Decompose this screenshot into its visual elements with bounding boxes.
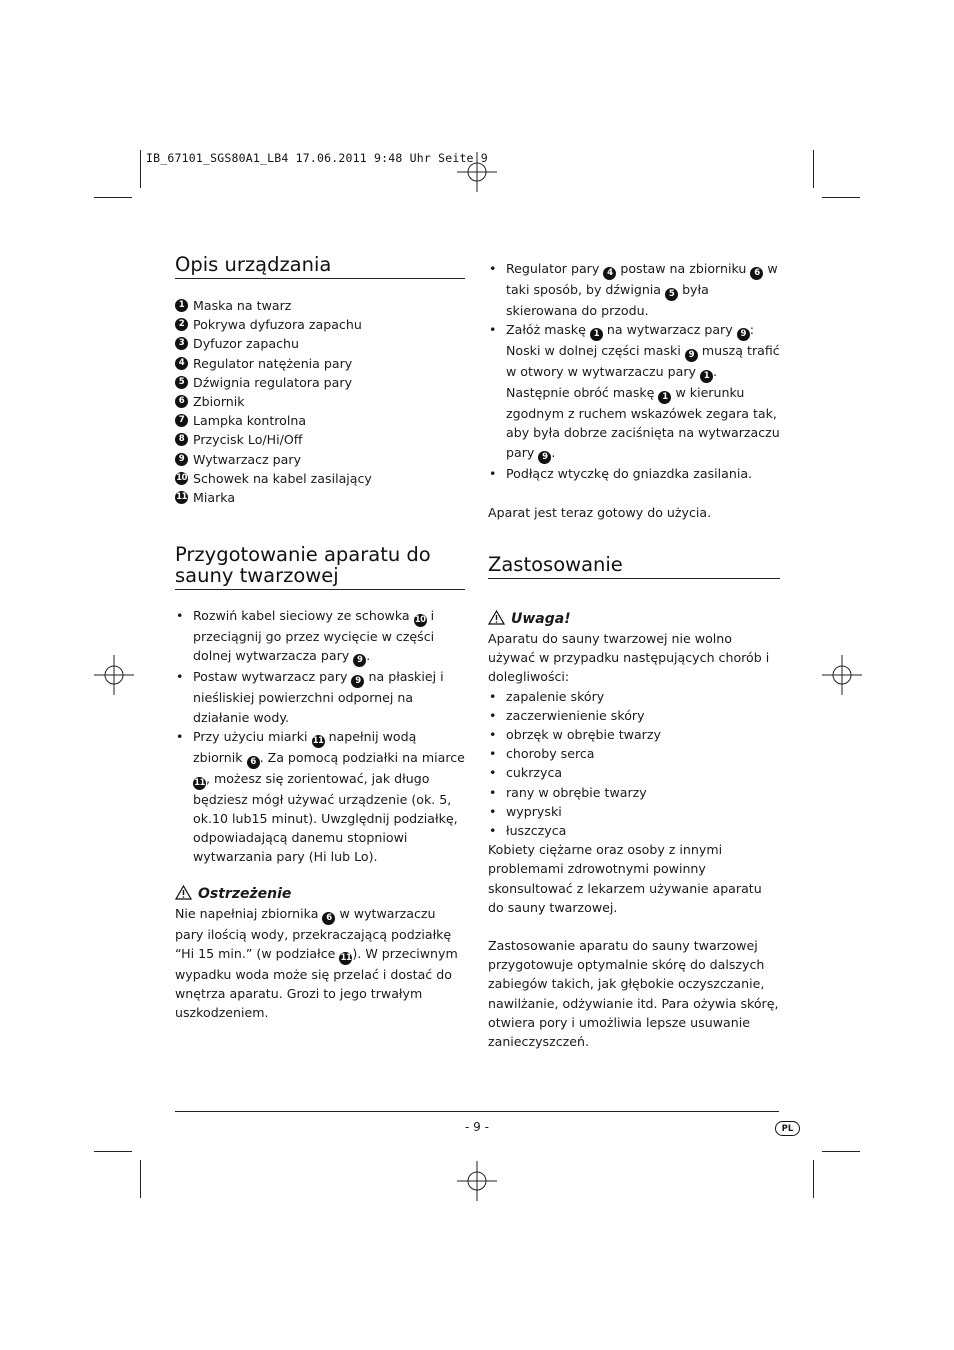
number-badge: 1 bbox=[658, 391, 671, 404]
warning-text: Nie napełniaj zbiornika 6 w wytwarzaczu pary ilością wody, przekraczającą podziałkę “Hi 15 min.” (w podziałce 11). W przeciwnym wypadku woda może się przelać i dostać do wnętrza aparatu. Grozi to jego trwałym uszkodzeniem. bbox=[175, 905, 458, 1021]
crop-mark bbox=[94, 197, 132, 198]
number-badge: 11 bbox=[194, 777, 205, 788]
caution-heading: Uwaga! bbox=[488, 609, 780, 629]
registration-mark bbox=[94, 655, 134, 695]
left-column bbox=[175, 254, 465, 1022]
parts-list bbox=[175, 296, 465, 507]
preparation-steps-continued bbox=[488, 259, 780, 483]
crop-mark bbox=[813, 150, 814, 188]
number-badge: 5 bbox=[175, 376, 188, 389]
number-badge: 7 bbox=[175, 414, 188, 427]
list-item: 4 Regulator natężenia pary bbox=[175, 354, 465, 373]
number-badge: 9 bbox=[353, 654, 366, 667]
warning-triangle-icon bbox=[488, 610, 505, 625]
number-badge: 6 bbox=[322, 912, 335, 925]
print-slug: IB_67101_SGS80A1_LB4 17.06.2011 9:48 Uhr Seite 9 bbox=[146, 151, 488, 165]
registration-mark bbox=[457, 152, 497, 192]
list-item: • łuszczyca bbox=[488, 821, 780, 840]
number-badge: 4 bbox=[175, 357, 188, 370]
number-badge: 1 bbox=[700, 370, 713, 383]
page-number: - 9 - bbox=[465, 1120, 489, 1134]
list-item: • Przy użyciu miarki 11 napełnij wodą zbiornik 6 . Za pomocą podziałki na miarce 11, możesz się zorientować, jak długo będziesz mógł używać urządzenie (ok. 5, ok.10 lub15 minut). Uwzględnij podziałkę, odpowiadającą danemu stopniowi wytwarzania pary (Hi lub Lo). bbox=[175, 727, 465, 867]
ready-text: Aparat jest teraz gotowy do użycia. bbox=[488, 504, 712, 520]
list-item: • Załóż maskę 1 na wytwarzacz pary 9 : Noski w dolnej części maski 9 muszą trafić w otwory w wytwarzaczu pary 1 . Następnie obróć maskę 1 w kierunku zgodnym z ruchem wskazówek zegara tak, aby była dobrze zaciśnięta na wytwarzaczu pary 9 . bbox=[488, 320, 780, 463]
number-badge: 6 bbox=[175, 395, 188, 408]
preparation-steps bbox=[175, 606, 465, 866]
list-item: • zapalenie skóry bbox=[488, 687, 780, 706]
registration-mark bbox=[822, 655, 862, 695]
list-item: 1 Maska na twarz bbox=[175, 296, 465, 315]
list-item: • Postaw wytwarzacz pary 9 na płaskiej i nieśliskiej powierzchni odpornej na działanie wody. bbox=[175, 667, 465, 726]
number-badge: 3 bbox=[175, 337, 188, 350]
list-item: • wypryski bbox=[488, 802, 780, 821]
registration-mark bbox=[457, 1161, 497, 1201]
number-badge: 1 bbox=[590, 328, 603, 341]
number-badge: 2 bbox=[175, 318, 188, 331]
list-item: 10 Schowek na kabel zasilający bbox=[176, 470, 372, 486]
list-item: 2 Pokrywa dyfuzora zapachu bbox=[175, 315, 465, 334]
number-badge: 10 bbox=[176, 472, 187, 483]
section-title-description: Opis urządzania bbox=[175, 254, 465, 279]
list-item: 7 Lampka kontrolna bbox=[175, 411, 465, 430]
crop-mark bbox=[94, 1151, 132, 1152]
number-badge: 5 bbox=[665, 288, 678, 301]
number-badge: 9 bbox=[175, 453, 188, 466]
crop-mark bbox=[813, 1160, 814, 1198]
right-column bbox=[488, 259, 780, 1051]
list-item: • rany w obrębie twarzy bbox=[488, 783, 780, 802]
list-item: 9 Wytwarzacz pary bbox=[175, 450, 465, 469]
number-badge: 11 bbox=[340, 952, 352, 963]
list-item: • Podłącz wtyczkę do gniazdka zasilania. bbox=[488, 464, 780, 483]
warning-triangle-icon bbox=[175, 885, 192, 900]
number-badge: 9 bbox=[685, 349, 698, 362]
crop-mark bbox=[140, 1160, 141, 1198]
number-badge: 9 bbox=[351, 675, 364, 688]
section-title-usage: Zastosowanie bbox=[488, 554, 780, 579]
language-badge: PL bbox=[775, 1121, 800, 1136]
usage-text: Zastosowanie aparatu do sauny twarzowej przygotowuje optymalnie skórę do dalszych zabiegów takich, jak głębokie oczyszczanie, nawilżanie, odżywianie itd. Para ożywia skórę, otwiera pory i umożliwia lepsze usuwanie zanieczyszczeń. bbox=[488, 938, 779, 1050]
footer-rule bbox=[175, 1111, 779, 1112]
crop-mark bbox=[822, 1151, 860, 1152]
list-item: • Rozwiń kabel sieciowy ze schowka 10 i przeciągnij go przez wycięcie w części dolnej wytwarzacza pary 9 . bbox=[175, 606, 465, 667]
list-item: 11 Miarka bbox=[176, 490, 236, 506]
warning-heading: Ostrzeżenie bbox=[175, 884, 465, 904]
list-item: • obrzęk w obrębie twarzy bbox=[488, 725, 780, 744]
number-badge: 8 bbox=[175, 433, 188, 446]
number-badge: 11 bbox=[312, 735, 324, 746]
list-item: 3 Dyfuzor zapachu bbox=[175, 334, 465, 353]
number-badge: 9 bbox=[538, 451, 551, 464]
number-badge: 6 bbox=[247, 756, 260, 769]
number-badge: 1 bbox=[175, 299, 188, 312]
section-title-preparation: Przygotowanie aparatu do sauny twarzowej bbox=[175, 544, 465, 590]
number-badge: 9 bbox=[737, 328, 750, 341]
number-badge: 4 bbox=[603, 267, 616, 280]
list-item: • Regulator pary 4 postaw na zbiorniku 6 w taki sposób, by dźwignia 5 była skierowana do przodu. bbox=[488, 259, 780, 320]
conditions-list bbox=[488, 687, 780, 841]
crop-mark bbox=[140, 150, 141, 188]
pregnant-note: Kobiety ciężarne oraz osoby z innymi problemami zdrowotnymi powinny skonsultować z lekarzem używanie aparatu do sauny twarzowej. bbox=[488, 842, 762, 915]
crop-mark bbox=[822, 197, 860, 198]
list-item: 8 Przycisk Lo/Hi/Off bbox=[175, 430, 465, 449]
list-item: 6 Zbiornik bbox=[175, 392, 465, 411]
number-badge: 10 bbox=[414, 615, 426, 626]
list-item: • cukrzyca bbox=[488, 763, 780, 782]
list-item: 5 Dźwignia regulatora pary bbox=[175, 373, 465, 392]
list-item: • choroby serca bbox=[488, 744, 780, 763]
caution-intro: Aparatu do sauny twarzowej nie wolno używać w przypadku następujących chorób i dolegliwości: bbox=[488, 631, 770, 685]
list-item: • zaczerwienienie skóry bbox=[488, 706, 780, 725]
number-badge: 6 bbox=[750, 267, 763, 280]
number-badge: 11 bbox=[176, 492, 187, 503]
